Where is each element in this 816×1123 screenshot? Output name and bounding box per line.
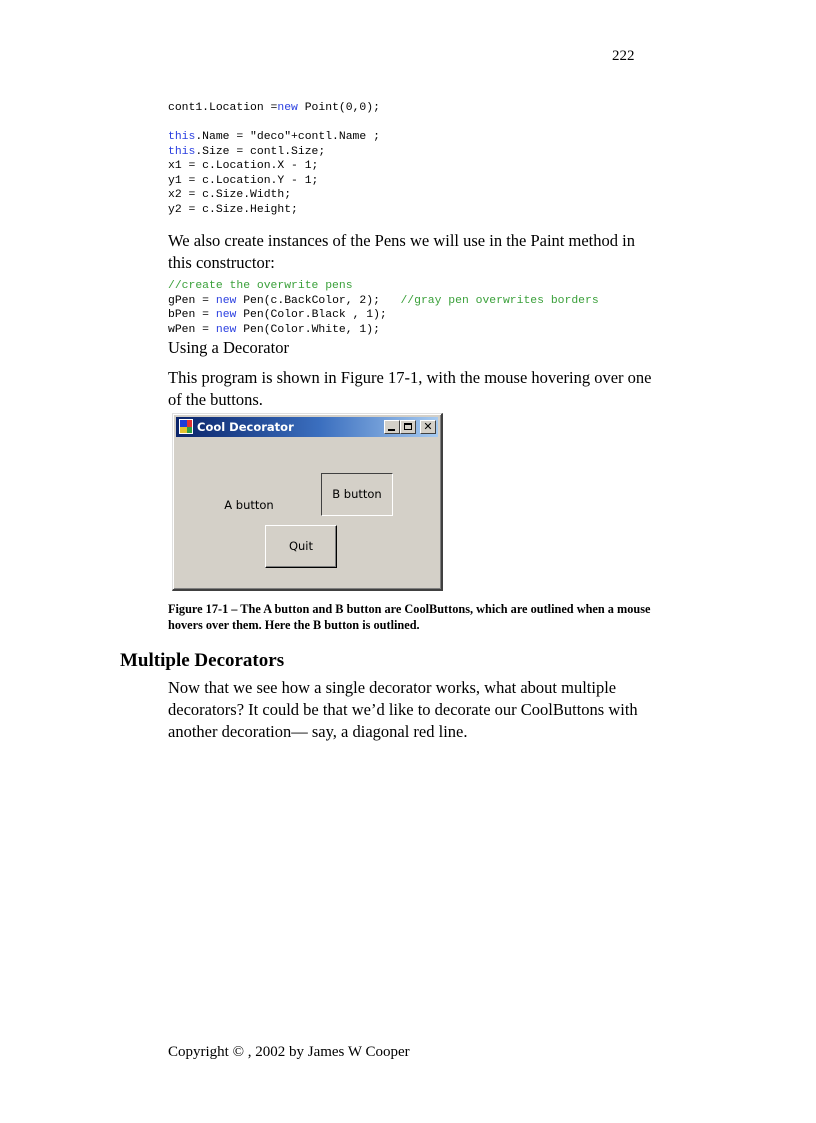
figure-window	[172, 413, 443, 591]
section-title: Multiple Decorators	[120, 650, 285, 671]
code-line: y2 = c.Size.Height;	[168, 203, 298, 216]
code-comment: //create the overwrite pens	[168, 280, 353, 292]
figure-caption: Figure 17-1 – The A button and B button are CoolButtons, which are outlined when a mouse hovers over them. Here the B button is outlined.	[168, 602, 651, 632]
maximize-button[interactable]	[400, 420, 416, 434]
footer-copyright: Copyright © , 2002 by James W Cooper	[168, 1044, 410, 1060]
code-line: gPen = new Pen(c.BackColor, 2); //gray pen overwrites borders	[168, 294, 599, 307]
minimize-button[interactable]	[384, 420, 400, 434]
window-titlebar[interactable]	[176, 417, 438, 437]
code-line: bPen = new Pen(Color.Black , 1);	[168, 309, 387, 321]
code-line: x2 = c.Size.Width;	[168, 189, 292, 201]
b-button[interactable]: B button	[321, 473, 393, 516]
window-title: Cool Decorator	[197, 420, 294, 434]
subheading: Using a Decorator	[168, 338, 289, 357]
paragraph: We also create instances of the Pens we will use in the Paint method in this constructor:	[168, 231, 635, 272]
app-icon	[179, 419, 193, 434]
maximize-icon	[404, 423, 412, 430]
window-client	[176, 439, 438, 586]
minimize-icon	[388, 429, 395, 431]
a-button[interactable]: A button	[224, 498, 274, 512]
code-block-1	[168, 101, 380, 217]
code-line: this.Size = contl.Size;	[168, 145, 326, 158]
close-button[interactable]	[420, 420, 436, 434]
close-icon: ✕	[423, 420, 433, 433]
code-line: cont1.Location =new Point(0,0);	[168, 102, 380, 114]
code-line: x1 = c.Location.X - 1;	[168, 160, 319, 172]
code-line: wPen = new Pen(Color.White, 1);	[168, 323, 380, 336]
quit-button[interactable]: Quit	[265, 525, 337, 568]
paragraph: This program is shown in Figure 17-1, with the mouse hovering over one of the buttons.	[168, 368, 652, 409]
code-line: this.Name = "deco"+contl.Name ;	[168, 131, 380, 143]
page-number: 222	[612, 48, 635, 64]
code-line: y1 = c.Location.Y - 1;	[168, 174, 319, 187]
paragraph: Now that we see how a single decorator works, what about multiple decorators? It could be that we’d like to decorate our CoolButtons with another decoration— say, a diagonal red line.	[168, 678, 638, 741]
code-block-2	[168, 279, 599, 337]
